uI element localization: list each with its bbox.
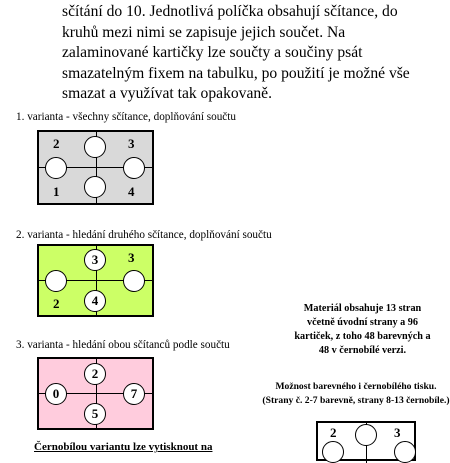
intro-line: kruhů mezi nimi se zapisuje jejich součet. Na — [62, 23, 346, 41]
info-line: Možnost barevného i černobílého tisku. — [275, 381, 437, 392]
cell-top-right: 3 — [128, 250, 135, 265]
info-line: včetně úvodní strany a 96 — [307, 317, 418, 328]
intro-line: sčítání do 10. Jednotlivá políčka obsahují sčítance, do — [62, 3, 398, 20]
sum-circle-bottom — [84, 176, 106, 198]
sum-circle-right: 7 — [123, 383, 145, 405]
intro-paragraph — [62, 2, 442, 105]
print-info — [262, 380, 450, 408]
intro-line: zalaminované kartičky lze součty a součiny psát — [62, 44, 363, 61]
sum-circle-top — [355, 424, 377, 446]
sum-circle-right — [123, 157, 145, 179]
info-line: kartiček, z toho 48 barevných a — [294, 331, 431, 342]
sum-circle-top — [84, 136, 106, 158]
sum-circle-top: 2 — [84, 363, 106, 385]
variant-1-label: 1. varianta - všechny sčítance, doplňování součtu — [16, 111, 236, 123]
info-line: 48 v černobílé verzi. — [318, 345, 407, 356]
info-line: (Strany č. 2-7 barevně, strany 8-13 černobíle.) — [262, 395, 450, 406]
intro-line: smazatelným fixem na tabulku, po použití je možné vše — [62, 64, 410, 82]
cell-bottom-left: 1 — [53, 184, 60, 199]
variant-2-label: 2. varianta - hledání druhého sčítance, doplňování součtu — [16, 229, 272, 241]
cell-top-left: 2 — [53, 136, 60, 151]
sum-circle-left — [322, 441, 344, 463]
cell-top-left: 2 — [330, 425, 337, 440]
sum-circle-top: 3 — [84, 249, 106, 271]
sum-circle-left — [45, 157, 67, 179]
variant-3-label: 3. varianta - hledání obou sčítanců podle součtu — [16, 339, 230, 351]
intro-line: smazat a využívat tak opakovaně. — [62, 85, 272, 102]
cell-top-right: 3 — [128, 136, 135, 151]
cell-bottom-right: 4 — [128, 184, 135, 199]
sum-circle-right — [394, 441, 416, 463]
sum-circle-right — [123, 270, 145, 292]
sum-circle-bottom: 5 — [84, 403, 106, 425]
sum-circle-left: 0 — [45, 383, 67, 405]
sum-circle-bottom: 4 — [84, 290, 106, 312]
cell-top-right: 3 — [394, 425, 401, 440]
cell-bottom-left: 2 — [53, 296, 60, 311]
sum-circle-left — [45, 270, 67, 292]
info-line: Materiál obsahuje 13 stran — [303, 303, 422, 314]
bottom-note: Černobílou variantu lze vytisknout na — [34, 441, 213, 453]
material-info — [275, 302, 450, 358]
